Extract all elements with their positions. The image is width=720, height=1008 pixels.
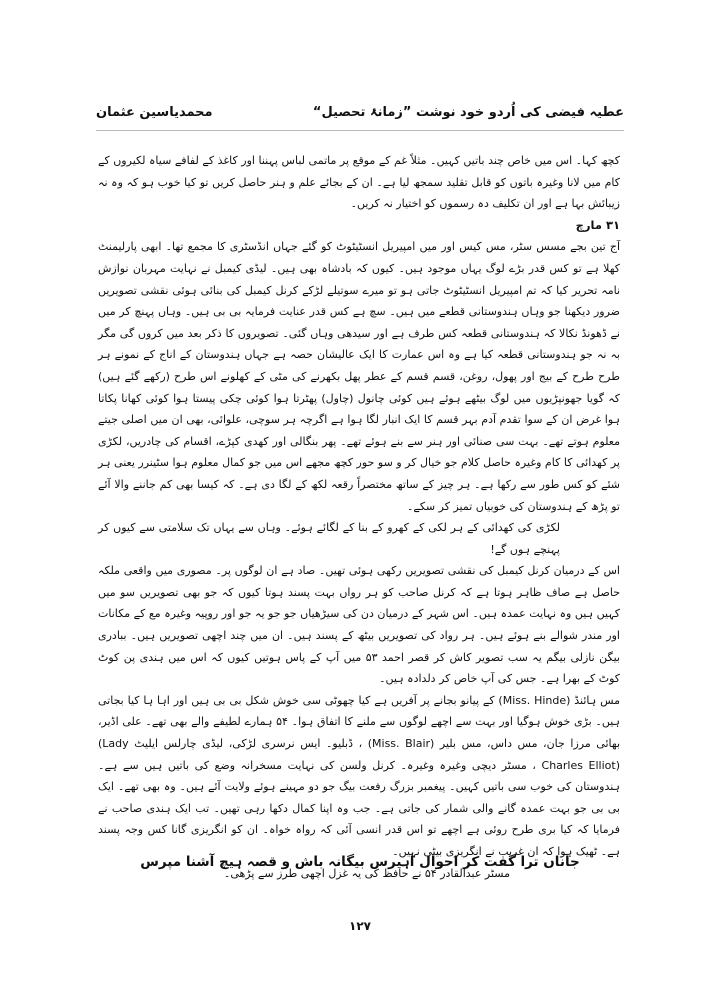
header-divider (96, 130, 624, 131)
paragraph-2: آج تین بجے مسس سٹر، مس کیس اور میں امپیریل انسٹیٹوٹ کو گئے جہاں انڈسٹری کا مجمع تھا۔ ابھی پارلیمنٹ کھلا ہے تو کس قدر بڑے لوگ یہاں موجود ہیں۔ کیوں کہ بادشاہ بھی ہیں۔ لیڈی کیمبل نے نہایت مہربان نوازش نامہ تحریر کیا کہ تم امپیریل انسٹیٹوٹ جاتی ہو تو میرے سوتیلے لڑکے کرنل کیمبل کی بنائی ہوئی نقشی تصویریں ضرور دیکھنا جو وہاں ہندوستانی قطعے میں ہیں۔ سچ ہے کس قدر عنایت فرمایہ بی بی ہیں۔ وہاں پہنچ کر میں نے ڈھونڈ نکالا کہ ہندوستانی قطعہ کس طرف ہے اور سیدھی وہاں گئی۔ تصویروں کا ذکر بعد میں کروں گی مگر بہ نہ جو ہندوستانی قطعہ کیا ہے وہ اس عمارت کا ایک عالیشان حصہ ہے جہاں ہندوستان کے اناج کے نمونے ہر طرح طرح کے بیج اور پھول، روغن، قسم قسم کے عطر پھل بکھرنے کی مٹی کے کھلونے اس طرح (رکھے گئے ہیں) کہ گویا جھونپڑیوں میں لوگ بیٹھے ہوئے ہیں کوئی چانول (چاول) پھٹرتا ہوا کوئی چکی پیستا ہوا کوئی کھانا پکاتا ہوا غرض ان کے سوا تقدم آدم بہر قسم کا ایک انبار لگا ہوا ہے اگرچہ ہر سوچی، علوائی، بھی ان میں اصلی جیتے معلوم ہوتے تھے۔ بہت سی صنائی اور ہنر سے بنے ہوئے تھے۔ پھر بنگالی اور کھدی کپڑے، اقسام کی چادریں، لکڑی پر کھدائی کا کام وغیرہ حاصل کلام جو خیال کر و سو حور کچھ مجھے اس میں جو کمال معلوم ہوا سٹینرر یعنی ہر شئے کو کس طور سے رکھا ہے۔ ہر چیز کے ساتھ مختصراً رقعہ لکھ کے لگا دی ہے۔ کہ کیسا بھی کم جاننے والا آئے تو پڑھ کے ہندوستان کی خوبیاں تمیز کر سکے۔ (98, 240, 620, 513)
date-heading: ۳۱ مارچ (575, 217, 620, 232)
paragraph-3: لکڑی کی کھدائی کے ہر لکی کے کھرو کے بنا کے لگائے ہوئے۔ وہاں سے یہاں تک سلامتی سے کیوں کر پہنچے ہوں گے! (98, 521, 560, 556)
running-header (96, 100, 624, 124)
paragraph-5-text-d: ، مسٹر دیچی وغیرہ وغیرہ۔ کرنل ولسن کی نہایت مسخرانہ وضع کی باتیں ہیں سے ہے۔ ہندوستان کی خوب سی باتیں کہیں۔ پیغمبر بزرگ رفعت بیگ جو دو مہینے ہوئے ولایت آئے ہیں۔ وہ بھی تھے۔ ایک بی بی جو بہت عمدہ گانے والی شمار کی جاتی ہے۔ جب وہ اپنا کمال دکھا رہی تھیں۔ تب ایک ہندی صاحب نے فرمایا کہ کیا بری طرح روئی ہے اچھے تو اس قدر انسی آئی کہ رواہ خواہ۔ ان کو انگریزی گانا کس وجہ پسند ہے۔ ٹھیک ہوا کہ ان غریب نے انگریزی بیٹی نہیں۔ (98, 758, 620, 858)
english-name-lady-charles-elliot: (Lady Charles Elliot) (98, 737, 621, 772)
paragraph-5 (98, 690, 620, 863)
paragraph-5-text-a: مس ہائنڈ (574, 693, 621, 707)
paragraph-5-text-c: ، ڈبلیو۔ ایس نرسری لڑکی، لیڈی چارلس ایلیٹ (134, 737, 363, 751)
running-header-author: محمدیاسین عثمان (96, 104, 213, 120)
paragraph-1: کچھ کہا۔ اس میں خاص چند باتیں کہیں۔ مثلاً غم کے موقع پر ماتمی لباس پہننا اور کاغذ کے لفافے سیاہ لکیروں کے کام میں لانا وغیرہ باتوں کو قابل تقلید سمجھ لیا ہے۔ ان کے بجائے علم و ہنر حاصل کریں تو کیا خوب ہو کہ وہ نہ زیبائش بہا ہے اور ان تکلیف دہ رسموں کو اختیار نہ کریں۔ (98, 154, 620, 211)
page-number: ۱۲۷ (349, 919, 371, 933)
english-name-miss-blair: (Miss. Blair) (367, 737, 435, 751)
running-header-title: عطیہ فیضی کی اُردو خود نوشت ”زمانۂ تحصیل“ (312, 104, 624, 120)
english-name-miss-hinde: (Miss. Hinde) (498, 693, 571, 707)
paragraph-6: مسٹر عبدالقادر ۵۴ نے حافظ کی یہ غزل اچھی طرز سے پڑھی۔ (223, 866, 510, 880)
persian-verse: جاناں ترا گفت کر احوال اہیرس بیگانہ باش و قصہ ہیچ آشنا مپرس (140, 854, 580, 870)
paragraph-4: اس کے درمیان کرنل کیمبل کی نقشی تصویریں رکھی ہوئی تھیں۔ صاد ہے ان لوگوں پر۔ مصوری میں واقعی ملکہ حاصل ہے صاف ظاہر ہوتا ہے کہ کرنل صاحب کو ہر رواں بہت پسند ہوتا کیوں کہ جو بھی تصویریں سو میں کہیں ہیں وہ نہایت عمدہ ہیں۔ اس شہر کے درمیان دن کی سیڑھیاں جو جو یہ جو اور روپیہ وغیرہ مع کے مکانات اور مندر شوالے بنے ہوئے ہیں۔ ہر رواد کی تصویریں بیٹھ کے پسند ہیں۔ ان میں چند اچھی تصویریں ہیں۔ ببادری بیگن نازلی بیگم یہ سب تصویر کاش کر قصر احمد ۵۳ میں آپ کے پاس ہوتیں کیوں کہ اس میں ہندی پن کوٹ کوٹ کے بھرا ہے۔ جس کی آپ خاص کر دلدادہ ہیں۔ (98, 564, 620, 686)
paragraph-5-text-b: کے پیانو بجانے پر آفریں ہے کیا چھوٹی سی خوش شکل بی بی ہیں اور اہا ہا کیا بجاتی ہیں۔ بڑی خوش ہوگیا اور بہت سے اچھے لوگوں سے ملنے کا اتفاق ہوا۔ ۵۴ ہمارے لطیفے والے بھی تھے۔ علی اڈیر، بھائی مرزا جان، مس داس، مس بلیر (98, 693, 621, 751)
